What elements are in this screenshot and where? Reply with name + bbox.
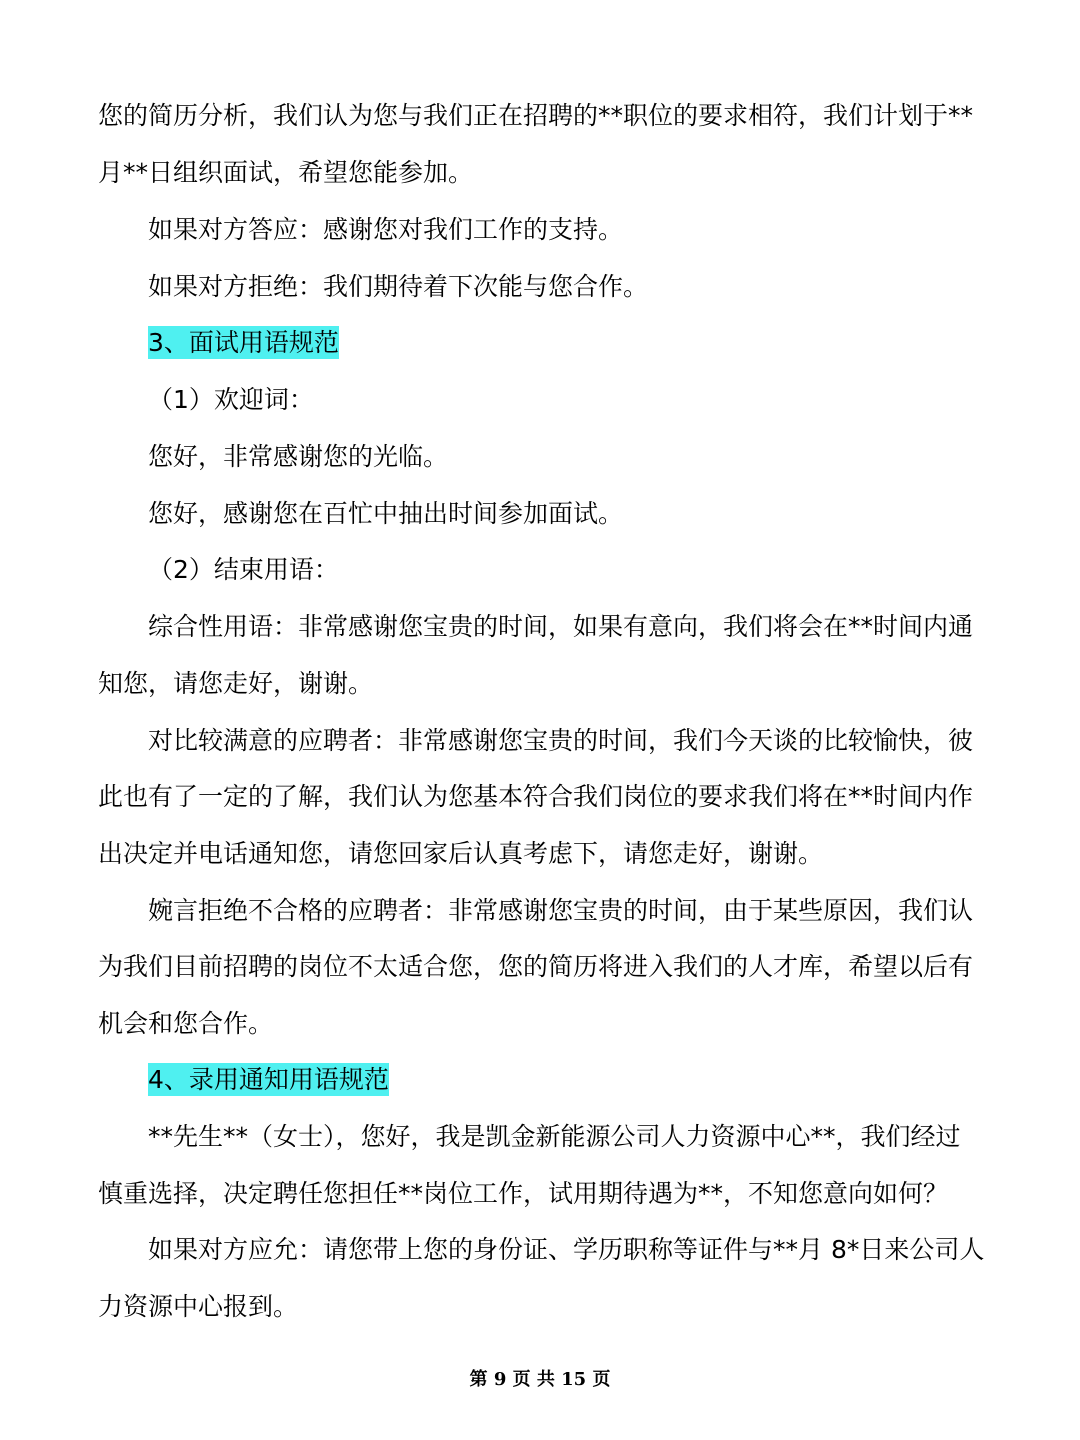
paragraph-line: 此也有了一定的了解，我们认为您基本符合我们岗位的要求我们将在**时间内作 — [98, 782, 974, 811]
paragraph-line: 如果对方拒绝：我们期待着下次能与您合作。 — [148, 272, 649, 301]
paragraph-line: 出决定并电话通知您，请您回家后认真考虑下，请您走好，谢谢。 — [98, 839, 824, 868]
section-heading — [148, 325, 339, 361]
section-heading-text: 4、录用通知用语规范 — [148, 1065, 389, 1094]
section-heading — [148, 1062, 389, 1098]
paragraph-line: 如果对方答应：感谢您对我们工作的支持。 — [148, 215, 624, 244]
subheading: （1）欢迎词： — [148, 385, 314, 414]
paragraph-line: 您好，非常感谢您的光临。 — [148, 442, 449, 471]
paragraph-line: 机会和您合作。 — [98, 1009, 274, 1038]
paragraph-line: 力资源中心报到。 — [98, 1292, 299, 1321]
subheading: （2）结束用语： — [148, 555, 339, 584]
paragraph-line: 月**日组织面试，希望您能参加。 — [98, 158, 474, 187]
paragraph-line: 综合性用语：非常感谢您宝贵的时间，如果有意向，我们将会在**时间内通 — [148, 612, 974, 641]
paragraph-line: 对比较满意的应聘者：非常感谢您宝贵的时间，我们今天谈的比较愉快，彼 — [148, 726, 974, 755]
paragraph-line: 为我们目前招聘的岗位不太适合您，您的简历将进入我们的人才库，希望以后有 — [98, 952, 974, 981]
section-heading-text: 3、面试用语规范 — [148, 328, 339, 357]
paragraph-line: **先生**（女士），您好，我是凯金新能源公司人力资源中心**，我们经过 — [148, 1122, 961, 1151]
paragraph-line: 婉言拒绝不合格的应聘者：非常感谢您宝贵的时间，由于某些原因，我们认 — [148, 896, 974, 925]
paragraph-line: 如果对方应允：请您带上您的身份证、学历职称等证件与**月 8*日来公司人 — [148, 1235, 985, 1264]
paragraph-line: 您的简历分析，我们认为您与我们正在招聘的**职位的要求相符，我们计划于** — [98, 101, 974, 130]
paragraph-line: 您好，感谢您在百忙中抽出时间参加面试。 — [148, 499, 624, 528]
paragraph-line: 慎重选择，决定聘任您担任**岗位工作，试用期待遇为**，不知您意向如何？ — [98, 1179, 949, 1208]
paragraph-line: 知您，请您走好，谢谢。 — [98, 669, 374, 698]
page-footer: 第 9 页 共 15 页 — [469, 1369, 611, 1390]
